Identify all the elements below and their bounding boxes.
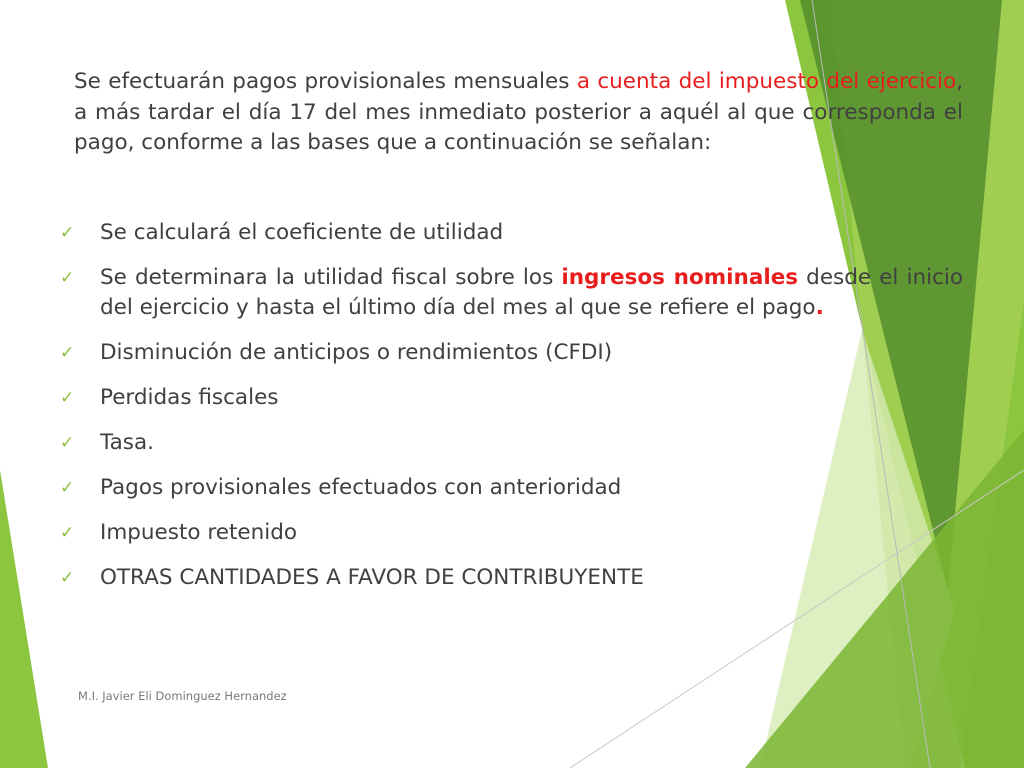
list-item-text: Perdidas fiscales xyxy=(100,385,279,410)
list-item xyxy=(60,428,963,458)
list-item xyxy=(60,383,963,413)
list-item xyxy=(60,518,963,548)
list-item-text: Disminución de anticipos o rendimientos (CFDI) xyxy=(100,340,613,365)
list-item-text-start: Se determinara la utilidad fiscal sobre los xyxy=(100,265,562,290)
checkmark-icon: ✓ xyxy=(60,343,75,363)
list-item xyxy=(60,218,963,248)
list-item xyxy=(60,338,963,368)
intro-text-end: , a más tardar el día 17 del mes inmediato posterior a aquél al que corresponda el pago, conforme a las bases que a continuación se señalan: xyxy=(74,69,963,155)
checkmark-icon: ✓ xyxy=(60,268,75,288)
list-item-text: Pagos provisionales efectuados con anterioridad xyxy=(100,475,622,500)
list-item xyxy=(60,263,963,323)
checkmark-icon: ✓ xyxy=(60,568,75,588)
footer-author: M.I. Javier Eli Dominguez Hernandez xyxy=(78,689,287,703)
checkmark-icon: ✓ xyxy=(60,388,75,408)
list-item-text: Se calculará el coeficiente de utilidad xyxy=(100,220,504,245)
checkmark-icon: ✓ xyxy=(60,433,75,453)
list-item-text: Impuesto retenido xyxy=(100,520,298,545)
list-item-text-end: desde el inicio del ejercicio y hasta el último día del mes al que se refiere el pago xyxy=(100,265,963,320)
intro-text-start: Se efectuarán pagos provisionales mensuales xyxy=(74,69,577,94)
list-item-period: . xyxy=(815,295,824,320)
list-item-text: Tasa. xyxy=(100,430,154,455)
intro-highlight: a cuenta del impuesto del ejercicio xyxy=(576,69,957,94)
list-item-highlight: ingresos nominales xyxy=(561,265,799,290)
checkmark-icon: ✓ xyxy=(60,478,75,498)
checkmark-icon: ✓ xyxy=(60,223,75,243)
list-item xyxy=(60,473,963,503)
bullet-list xyxy=(60,218,963,608)
checkmark-icon: ✓ xyxy=(60,523,75,543)
left-green-shape xyxy=(0,470,48,768)
list-item-text: OTRAS CANTIDADES A FAVOR DE CONTRIBUYENTE xyxy=(100,565,644,590)
list-item xyxy=(60,563,963,593)
intro-paragraph xyxy=(74,67,963,159)
